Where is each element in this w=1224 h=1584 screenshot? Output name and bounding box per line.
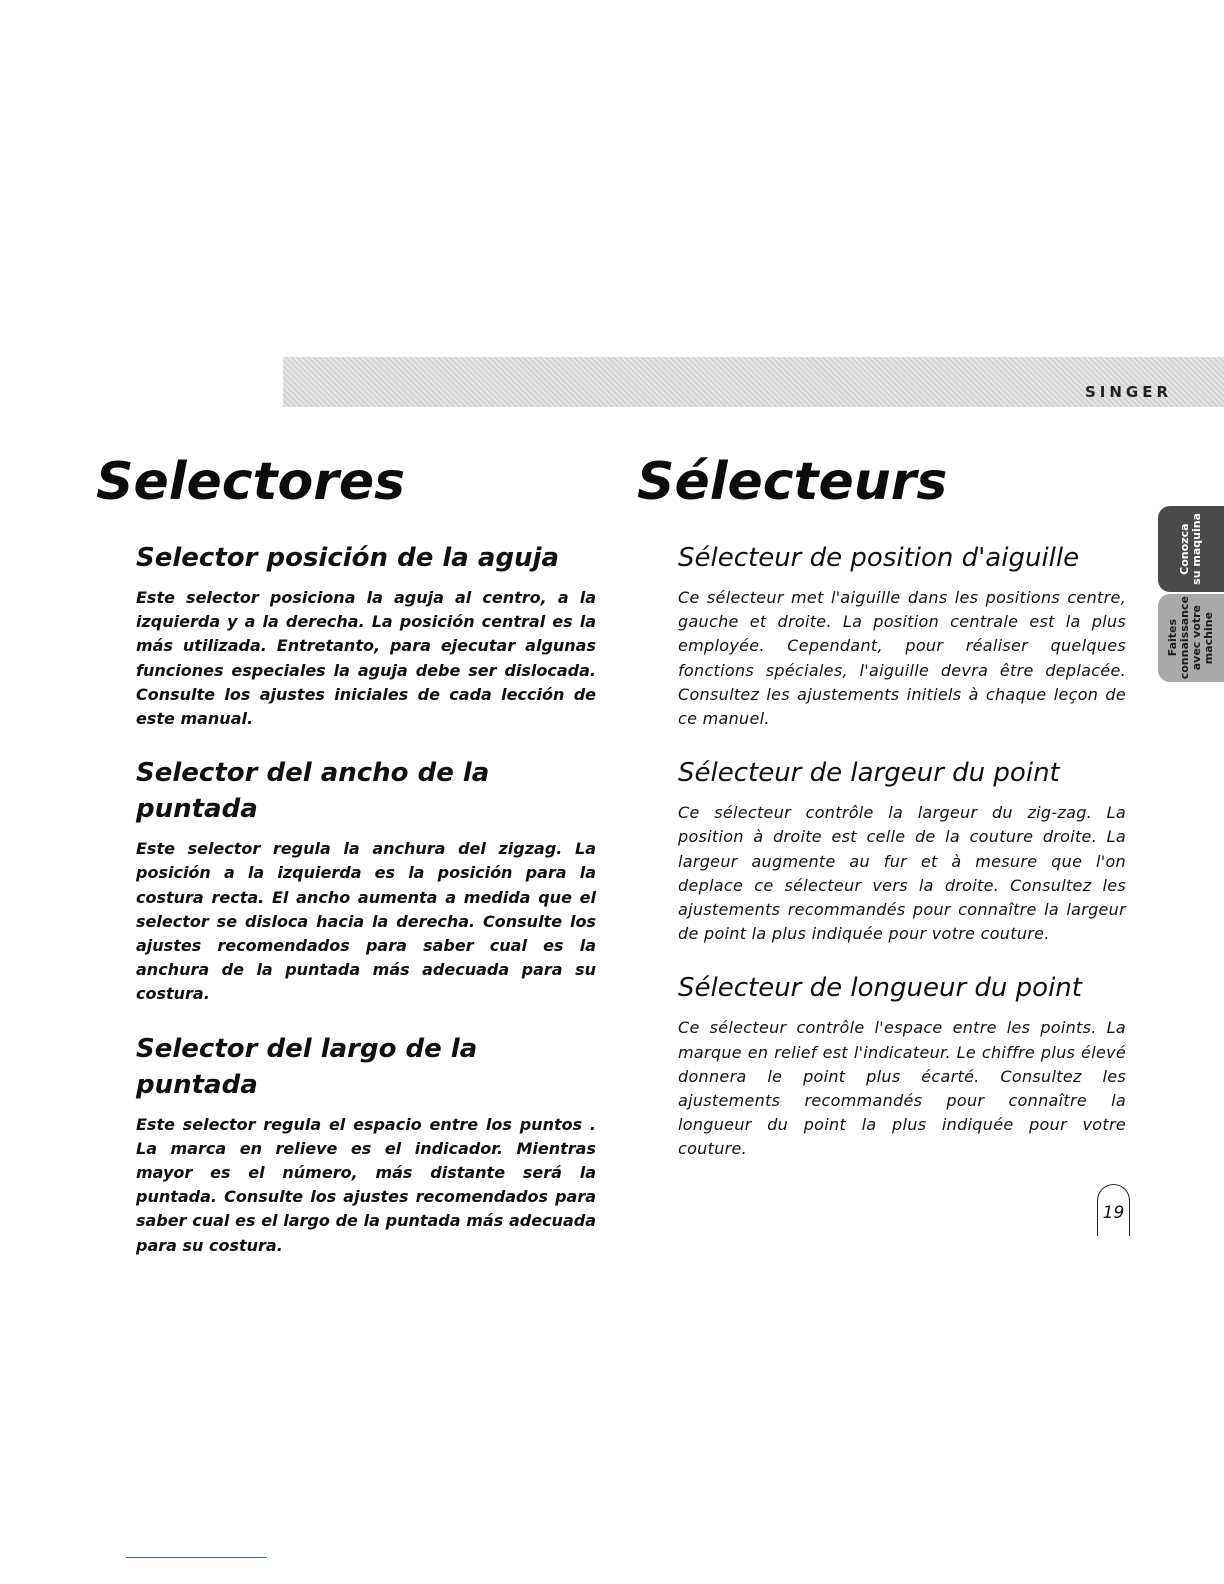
page-number: 19 [1102,1203,1125,1223]
french-title: Sélecteurs [637,452,948,512]
side-tab-spanish[interactable] [1158,506,1224,592]
spanish-section-needle-position [136,540,596,731]
french-section-stitch-length [678,970,1126,1161]
section-heading: Sélecteur de longueur du point [678,973,1082,1004]
spanish-column [136,540,596,1258]
header-band [283,357,1224,407]
section-body: Ce sélecteur contrôle l'espace entre les points. La marque en relief est l'indicateur. Le chiffre plus élevé donnera le point plus écarté. Consultez les ajustements recommandés pour connaître la longueur du point la plus indiquée pour votre couture. [678,1018,1126,1159]
side-tab-label: Conozca su maquina [1178,513,1203,585]
french-column [678,540,1126,1162]
section-body: Este selector regula la anchura del zigzag. La posición a la izquierda es la posición para la costura recta. El ancho aumenta a medida que el selector se disloca hacia la derecha. Consulte los ajustes recomendados para saber cual es la anchura de la puntada más adecuada para su costura. [136,839,596,1004]
section-body: Este selector posiciona la aguja al centro, a la izquierda y a la derecha. La posición central es la más utilizada. Entretanto, para ejecutar algunas funciones especiales la aguja debe ser dislocada. Consulte los ajustes iniciales de cada lección de este manual. [136,588,596,729]
side-tab-french[interactable] [1158,594,1224,682]
footnote-rule [126,1557,267,1558]
side-tab-label: Faites connaissance avec votre machine [1166,596,1215,680]
section-heading: Selector del ancho de la puntada [136,758,490,825]
french-section-stitch-width [678,755,1126,946]
section-heading: Sélecteur de position d'aiguille [678,543,1080,573]
spanish-section-stitch-length [136,1031,596,1258]
spanish-section-stitch-width [136,755,596,1006]
section-heading: Selector posición de la aguja [136,543,560,573]
page-number-frame [1097,1184,1130,1236]
spanish-title: Selectores [96,452,406,512]
brand-logo: SINGER [1084,383,1172,401]
section-heading: Sélecteur de largeur du point [678,758,1060,789]
section-body: Ce sélecteur met l'aiguille dans les positions centre, gauche et droite. La position centrale est la plus employée. Cependant, pour réaliser quelques fonctions spéciales, l'aiguille devra être deplacée. Consultez les ajustements initiels à chaque leçon de ce manuel. [678,588,1126,729]
section-body: Ce sélecteur contrôle la largeur du zig-zag. La position à droite est celle de la couture droite. La largeur augmente au fur et à mesure que l'on deplace ce sélecteur vers la droite. Consultez les ajustements recommandés pour connaître la largeur de point la plus indiquée pour votre couture. [678,803,1126,944]
french-section-needle-position [678,540,1126,731]
section-body: Este selector regula el espacio entre los puntos . La marca en relieve es el indicador. Mientras mayor es el número, más distante será la puntada. Consulte los ajustes recomendados para saber cual es el largo de la puntada más adecuada para su costura. [136,1114,596,1255]
section-heading: Selector del largo de la puntada [136,1033,478,1100]
